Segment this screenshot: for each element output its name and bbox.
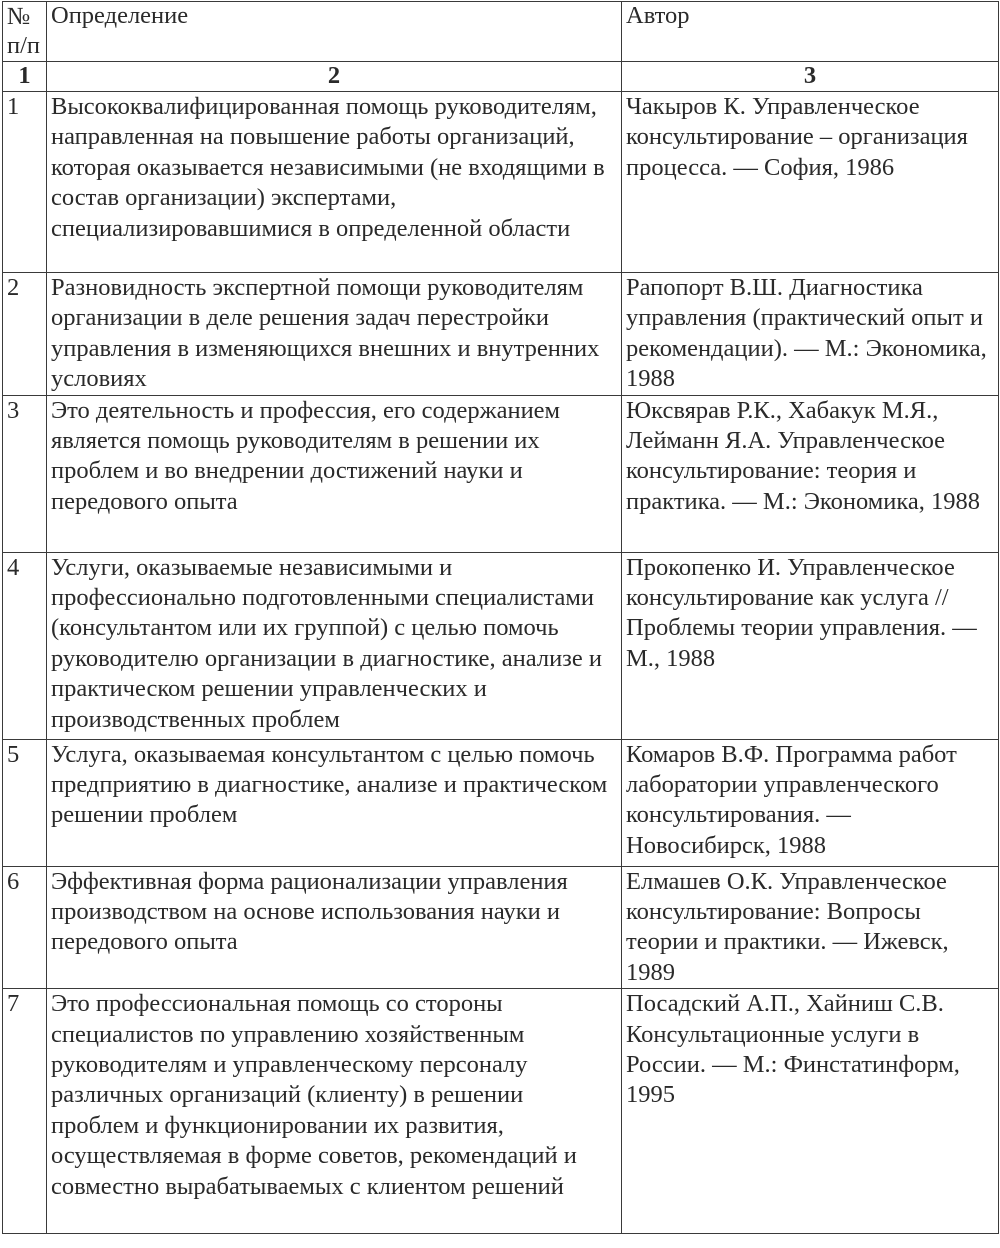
table-header xyxy=(3,2,999,92)
table-row xyxy=(3,989,999,1234)
definition-cell: Высококвалифицированная помощь руководителям, направленная на повышение работы организаций, которая оказывается независимыми (не входящими в состав организации) экспертами, специализировавшимися в определенной области xyxy=(47,92,622,273)
column-index-2: 2 xyxy=(47,62,622,92)
column-index-1: 1 xyxy=(3,62,47,92)
header-definition: Определение xyxy=(47,2,622,62)
definition-cell: Разновидность экспертной помощи руководителям организации в деле решения задач перестройки управления в изменяющихся внешних и внутренних условиях xyxy=(47,273,622,396)
header-num: № п/п xyxy=(3,2,47,62)
definitions-table xyxy=(2,1,999,1234)
row-number: 7 xyxy=(3,989,47,1234)
table-row xyxy=(3,866,999,989)
author-cell: Юксвярав Р.К., Хабакук М.Я., Лейманн Я.А. Управленческое консультирование: теория и практика. — М.: Экономика, 1988 xyxy=(622,395,999,552)
definition-cell: Это деятельность и профессия, его содержанием является помощь руководителям в решении их проблем и во внедрении достижений науки и передового опыта xyxy=(47,395,622,552)
author-cell: Елмашев О.К. Управленческое консультирование: Вопросы теории и практики. — Ижевск, 1989 xyxy=(622,866,999,989)
row-number: 2 xyxy=(3,273,47,396)
definition-cell: Это профессиональная помощь со стороны специалистов по управлению хозяйственным руководителям и управленческому персоналу различных организаций (клиенту) в решении проблем и функционировании их развития, осуществляемая в форме советов, рекомендаций и совместно вырабатываемых с клиентом решений xyxy=(47,989,622,1234)
row-number: 6 xyxy=(3,866,47,989)
header-author: Автор xyxy=(622,2,999,62)
definition-cell: Услуга, оказываемая консультантом с целью помочь предприятию в диагностике, анализе и практическом решении проблем xyxy=(47,739,622,866)
row-number: 4 xyxy=(3,552,47,739)
column-index-row xyxy=(3,62,999,92)
author-cell: Прокопенко И. Управленческое консультирование как услуга // Проблемы теории управления. — М., 1988 xyxy=(622,552,999,739)
author-cell: Комаров В.Ф. Программа работ лаборатории управленческого консультирования. — Новосибирск, 1988 xyxy=(622,739,999,866)
author-cell: Посадский А.П., Хайниш С.В. Консультационные услуги в России. — М.: Финстатинформ, 1995 xyxy=(622,989,999,1234)
definition-cell: Эффективная форма рационализации управления производством на основе использования науки и передового опыта xyxy=(47,866,622,989)
row-number: 3 xyxy=(3,395,47,552)
column-index-3: 3 xyxy=(622,62,999,92)
table-row xyxy=(3,552,999,739)
author-cell: Рапопорт В.Ш. Диагностика управления (практический опыт и рекомендации). — М.: Экономика, 1988 xyxy=(622,273,999,396)
table-row xyxy=(3,739,999,866)
table-row xyxy=(3,92,999,273)
header-row xyxy=(3,2,999,62)
table-row xyxy=(3,395,999,552)
row-number: 5 xyxy=(3,739,47,866)
definition-cell: Услуги, оказываемые независимыми и профессионально подготовленными специалистами (консультантом или их группой) с целью помочь руководителю организации в диагностике, анализе и практическом решении управленческих и производственных проблем xyxy=(47,552,622,739)
author-cell: Чакыров К. Управленческое консультирование – организация процесса. — София, 1986 xyxy=(622,92,999,273)
table-row xyxy=(3,273,999,396)
table-body xyxy=(3,92,999,1234)
row-number: 1 xyxy=(3,92,47,273)
